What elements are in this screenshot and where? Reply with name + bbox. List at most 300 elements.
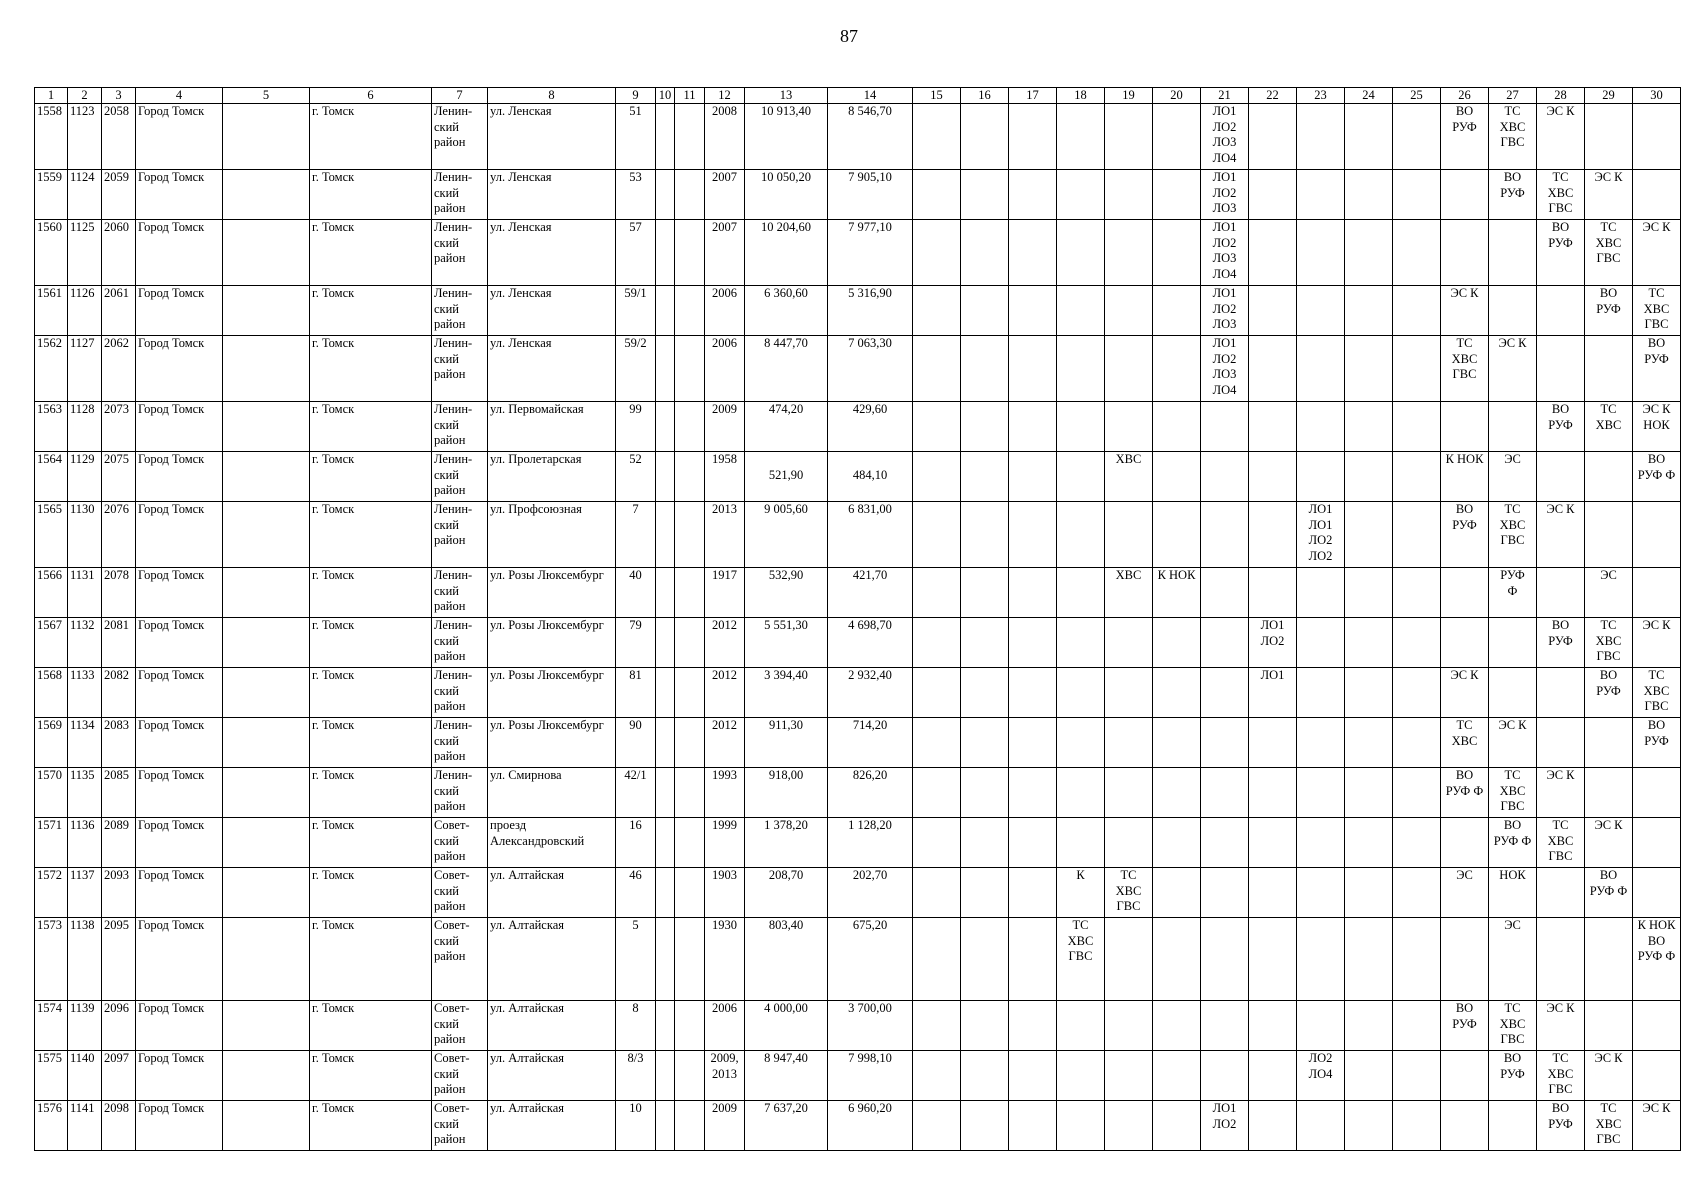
cell-col-27 <box>1489 104 1537 170</box>
cell-line: 8 447,70 <box>764 336 808 350</box>
cell-line: ский <box>434 933 459 948</box>
cell-col-17 <box>1009 286 1057 336</box>
cell-col-13 <box>745 868 828 918</box>
cell-col-27 <box>1489 718 1537 768</box>
cell-line: 1564 <box>37 452 62 466</box>
cell-col-25 <box>1393 220 1441 286</box>
cell-col-17 <box>1009 1051 1057 1101</box>
cell-col-8 <box>488 568 616 618</box>
cell-line: РУФ <box>1452 119 1477 134</box>
cell-col-30 <box>1633 286 1681 336</box>
cell-col-3 <box>102 1101 136 1151</box>
cell-line: ЭС К <box>1594 818 1623 832</box>
cell-line: РУФ Ф <box>1493 833 1532 848</box>
cell-line: 2073 <box>104 402 129 416</box>
cell-line: ХВС <box>1595 633 1622 648</box>
cell-line: 1558 <box>37 104 62 118</box>
cell-line: ХВС <box>1595 417 1622 432</box>
cell-col-26 <box>1441 668 1489 718</box>
cell-col-15 <box>913 220 961 286</box>
cell-line: проезд <box>490 818 527 832</box>
cell-line: г. Томск <box>312 618 355 632</box>
cell-col-18 <box>1057 104 1105 170</box>
cell-col-2 <box>68 718 102 768</box>
cell-line: ТС <box>1120 868 1137 882</box>
cell-col-5 <box>223 220 310 286</box>
cell-col-14 <box>828 668 913 718</box>
cell-line: 1561 <box>37 286 62 300</box>
cell-col-4 <box>136 336 223 402</box>
cell-line: 1573 <box>37 918 62 932</box>
cell-col-27 <box>1489 818 1537 868</box>
cell-col-9 <box>616 618 656 668</box>
cell-col-18 <box>1057 502 1105 568</box>
cell-line: ХВС <box>1643 683 1670 698</box>
cell-col-9 <box>616 768 656 818</box>
cell-col-12 <box>705 104 745 170</box>
cell-line: ул. Алтайская <box>490 918 565 932</box>
cell-line: 1126 <box>70 286 95 300</box>
cell-col-25 <box>1393 668 1441 718</box>
cell-col-24 <box>1345 618 1393 668</box>
cell-col-26 <box>1441 452 1489 502</box>
cell-line: район <box>434 599 466 613</box>
cell-col-30 <box>1633 170 1681 220</box>
cell-col-13 <box>745 170 828 220</box>
cell-col-9 <box>616 502 656 568</box>
cell-col-13 <box>745 768 828 818</box>
cell-line: район <box>434 849 466 863</box>
cell-line: район <box>434 1132 466 1146</box>
cell-col-17 <box>1009 668 1057 718</box>
cell-col-20 <box>1153 818 1201 868</box>
cell-line: ЭС К <box>1642 220 1671 234</box>
cell-col-16 <box>961 818 1009 868</box>
cell-col-2 <box>68 220 102 286</box>
cell-line: район <box>434 699 466 713</box>
cell-col-28 <box>1537 768 1585 818</box>
cell-line: Город Томск <box>138 220 205 234</box>
cell-col-27 <box>1489 1051 1537 1101</box>
cell-col-14 <box>828 868 913 918</box>
cell-col-29 <box>1585 918 1633 1001</box>
cell-col-4 <box>136 402 223 452</box>
cell-line: ГВС <box>1644 317 1669 331</box>
cell-col-30 <box>1633 668 1681 718</box>
cell-col-2 <box>68 668 102 718</box>
cell-col-13 <box>745 1051 828 1101</box>
cell-col-6 <box>310 768 432 818</box>
cell-col-3 <box>102 818 136 868</box>
cell-col-25 <box>1393 618 1441 668</box>
cell-col-24 <box>1345 668 1393 718</box>
cell-line: 532,90 <box>768 568 804 582</box>
table-row <box>35 668 1681 718</box>
cell-col-15 <box>913 868 961 918</box>
cell-col-9 <box>616 104 656 170</box>
column-header-20: 20 <box>1153 88 1201 104</box>
cell-col-15 <box>913 1001 961 1051</box>
cell-col-5 <box>223 452 310 502</box>
cell-line: 1 378,20 <box>764 818 808 832</box>
cell-line: ГВС <box>1116 899 1141 913</box>
cell-col-11 <box>675 220 705 286</box>
cell-col-10 <box>656 668 675 718</box>
cell-col-20 <box>1153 918 1201 1001</box>
cell-line: ХВС <box>1451 733 1478 748</box>
cell-col-20 <box>1153 868 1201 918</box>
cell-col-13 <box>745 718 828 768</box>
table-row <box>35 618 1681 668</box>
cell-col-7 <box>432 286 488 336</box>
cell-col-30 <box>1633 1001 1681 1051</box>
cell-col-9 <box>616 818 656 868</box>
cell-col-8 <box>488 502 616 568</box>
cell-line: ЛО1 <box>1212 336 1237 350</box>
cell-col-19 <box>1105 718 1153 768</box>
cell-col-4 <box>136 618 223 668</box>
cell-line: г. Томск <box>312 220 355 234</box>
cell-col-21 <box>1201 818 1249 868</box>
cell-line: Совет- <box>434 818 470 832</box>
cell-line: ГВС <box>1548 1082 1573 1096</box>
cell-col-10 <box>656 818 675 868</box>
cell-col-21 <box>1201 402 1249 452</box>
cell-col-6 <box>310 618 432 668</box>
cell-line: ЭС <box>1504 452 1521 466</box>
cell-col-6 <box>310 568 432 618</box>
cell-col-25 <box>1393 1001 1441 1051</box>
cell-col-26 <box>1441 104 1489 170</box>
cell-col-3 <box>102 336 136 402</box>
cell-col-14 <box>828 1101 913 1151</box>
cell-col-23 <box>1297 868 1345 918</box>
cell-col-7 <box>432 502 488 568</box>
cell-line: 1569 <box>37 718 62 732</box>
cell-col-13 <box>745 220 828 286</box>
cell-col-17 <box>1009 104 1057 170</box>
cell-line: ВО <box>1551 1101 1570 1115</box>
cell-col-6 <box>310 868 432 918</box>
cell-line: ЛО1 <box>1260 668 1285 682</box>
cell-col-19 <box>1105 818 1153 868</box>
cell-line: 4 698,70 <box>848 618 892 632</box>
cell-col-15 <box>913 286 961 336</box>
cell-col-23 <box>1297 336 1345 402</box>
cell-col-1 <box>35 104 68 170</box>
cell-line: 2078 <box>104 568 129 582</box>
cell-col-20 <box>1153 668 1201 718</box>
cell-col-29 <box>1585 452 1633 502</box>
cell-col-30 <box>1633 918 1681 1001</box>
cell-line: Город Томск <box>138 618 205 632</box>
cell-line: ЭС К <box>1546 502 1575 516</box>
cell-col-29 <box>1585 618 1633 668</box>
cell-col-19 <box>1105 918 1153 1001</box>
table-row <box>35 104 1681 170</box>
cell-line: 2075 <box>104 452 129 466</box>
cell-line: ВО <box>1551 402 1570 416</box>
cell-col-21 <box>1201 1051 1249 1101</box>
cell-line: 10 913,40 <box>761 104 811 118</box>
cell-col-4 <box>136 1051 223 1101</box>
cell-col-24 <box>1345 336 1393 402</box>
cell-col-26 <box>1441 402 1489 452</box>
column-header-7: 7 <box>432 88 488 104</box>
cell-line: 8/3 <box>627 1051 644 1065</box>
cell-line: 7 905,10 <box>848 170 892 184</box>
cell-col-24 <box>1345 104 1393 170</box>
cell-col-3 <box>102 768 136 818</box>
cell-line: район <box>434 251 466 265</box>
cell-line: К НОК <box>1157 568 1196 582</box>
cell-col-20 <box>1153 336 1201 402</box>
cell-line: ХВС <box>1499 1016 1526 1031</box>
cell-line: г. Томск <box>312 918 355 932</box>
cell-line: ХВС <box>1547 1066 1574 1081</box>
cell-col-15 <box>913 918 961 1001</box>
cell-col-12 <box>705 220 745 286</box>
cell-line: ХВС <box>1499 783 1526 798</box>
cell-col-1 <box>35 336 68 402</box>
cell-col-22 <box>1249 1001 1297 1051</box>
cell-col-26 <box>1441 768 1489 818</box>
cell-line: ТС <box>1456 336 1473 350</box>
cell-line: Город Томск <box>138 1101 205 1115</box>
cell-line: 4 000,00 <box>764 1001 808 1015</box>
cell-col-12 <box>705 502 745 568</box>
cell-col-21 <box>1201 618 1249 668</box>
cell-line: ул. Ленская <box>490 286 552 300</box>
cell-col-28 <box>1537 170 1585 220</box>
cell-col-25 <box>1393 918 1441 1001</box>
cell-col-1 <box>35 170 68 220</box>
cell-col-4 <box>136 718 223 768</box>
cell-line: Город Томск <box>138 336 205 350</box>
cell-col-5 <box>223 868 310 918</box>
cell-line: 57 <box>629 220 642 234</box>
cell-line: 2013 <box>712 502 737 516</box>
cell-col-18 <box>1057 618 1105 668</box>
cell-line: г. Томск <box>312 568 355 582</box>
cell-col-28 <box>1537 104 1585 170</box>
cell-line: ЭС К <box>1498 336 1527 350</box>
cell-col-13 <box>745 336 828 402</box>
cell-col-24 <box>1345 502 1393 568</box>
cell-line: 1993 <box>712 768 737 782</box>
cell-col-28 <box>1537 818 1585 868</box>
cell-line: Город Томск <box>138 868 205 882</box>
cell-line: Ленин- <box>434 452 473 466</box>
cell-col-8 <box>488 104 616 170</box>
cell-col-22 <box>1249 452 1297 502</box>
cell-line: 1576 <box>37 1101 62 1115</box>
cell-line: 7 <box>632 502 639 516</box>
cell-col-13 <box>745 286 828 336</box>
cell-col-12 <box>705 918 745 1001</box>
cell-col-26 <box>1441 918 1489 1001</box>
cell-col-20 <box>1153 452 1201 502</box>
cell-col-10 <box>656 1101 675 1151</box>
cell-line: ЭС К <box>1642 1101 1671 1115</box>
column-header-21: 21 <box>1201 88 1249 104</box>
cell-col-25 <box>1393 104 1441 170</box>
cell-col-19 <box>1105 170 1153 220</box>
cell-line: 1568 <box>37 668 62 682</box>
cell-line: Ленин- <box>434 668 473 682</box>
cell-line: ЛО1 <box>1260 618 1285 632</box>
cell-col-21 <box>1201 452 1249 502</box>
cell-line: г. Томск <box>312 452 355 466</box>
cell-col-3 <box>102 170 136 220</box>
cell-line: ский <box>434 783 459 798</box>
cell-col-10 <box>656 104 675 170</box>
cell-line: ЛО2 <box>1308 548 1333 563</box>
cell-line: 2059 <box>104 170 129 184</box>
cell-col-30 <box>1633 452 1681 502</box>
cell-line: Александровский <box>490 833 585 848</box>
cell-line: ТС <box>1600 618 1617 632</box>
cell-col-26 <box>1441 286 1489 336</box>
cell-line: район <box>434 1082 466 1096</box>
cell-col-25 <box>1393 818 1441 868</box>
cell-col-10 <box>656 220 675 286</box>
cell-line: г. Томск <box>312 170 355 184</box>
cell-col-11 <box>675 868 705 918</box>
cell-line: ЛО2 <box>1212 235 1237 250</box>
cell-line: ул. Ленская <box>490 336 552 350</box>
cell-line: ул. Профсоюзная <box>490 502 582 516</box>
cell-col-19 <box>1105 568 1153 618</box>
cell-line: район <box>434 899 466 913</box>
cell-col-1 <box>35 618 68 668</box>
cell-line: ул. Розы Люксембург <box>490 568 604 582</box>
cell-line: г. Томск <box>312 286 355 300</box>
cell-line: 2085 <box>104 768 129 782</box>
cell-line: Совет- <box>434 1051 470 1065</box>
cell-line: ЛО4 <box>1212 150 1237 165</box>
cell-col-21 <box>1201 868 1249 918</box>
cell-col-15 <box>913 818 961 868</box>
cell-col-21 <box>1201 568 1249 618</box>
cell-col-7 <box>432 868 488 918</box>
cell-col-23 <box>1297 918 1345 1001</box>
table-row <box>35 568 1681 618</box>
cell-line: РУФ Ф <box>1637 467 1676 482</box>
cell-line: 6 831,00 <box>848 502 892 516</box>
cell-line: ЛО1 <box>1212 1101 1237 1115</box>
cell-line: 2006 <box>712 336 737 350</box>
cell-line: ВО <box>1647 336 1666 350</box>
cell-line: Город Томск <box>138 170 205 184</box>
cell-line: ский <box>434 833 459 848</box>
cell-col-3 <box>102 568 136 618</box>
cell-col-27 <box>1489 1101 1537 1151</box>
cell-col-16 <box>961 402 1009 452</box>
cell-line <box>747 452 825 468</box>
cell-line: ЭС К <box>1546 1001 1575 1015</box>
cell-line: ЭС К <box>1594 170 1623 184</box>
cell-line: РУФ <box>1596 301 1621 316</box>
cell-line: 484,10 <box>852 467 888 482</box>
cell-col-14 <box>828 818 913 868</box>
cell-line: 2009 <box>712 402 737 416</box>
cell-line: ул. Розы Люксембург <box>490 668 604 682</box>
cell-col-19 <box>1105 452 1153 502</box>
cell-line: 5 551,30 <box>764 618 808 632</box>
cell-line: ГВС <box>1500 135 1525 149</box>
cell-col-11 <box>675 568 705 618</box>
cell-col-5 <box>223 618 310 668</box>
column-header-5: 5 <box>223 88 310 104</box>
cell-line: РУФ <box>1548 417 1573 432</box>
cell-col-26 <box>1441 220 1489 286</box>
cell-col-24 <box>1345 818 1393 868</box>
cell-col-5 <box>223 1101 310 1151</box>
cell-col-25 <box>1393 286 1441 336</box>
cell-col-12 <box>705 1001 745 1051</box>
cell-col-28 <box>1537 402 1585 452</box>
cell-line: ул. Первомайская <box>490 402 584 416</box>
cell-col-6 <box>310 104 432 170</box>
cell-col-18 <box>1057 1001 1105 1051</box>
cell-col-14 <box>828 170 913 220</box>
cell-col-9 <box>616 918 656 1001</box>
cell-col-30 <box>1633 402 1681 452</box>
cell-col-12 <box>705 286 745 336</box>
cell-col-11 <box>675 668 705 718</box>
cell-line: РУФ <box>1500 568 1525 582</box>
cell-line: ГВС <box>1596 1132 1621 1146</box>
cell-line: 81 <box>629 668 642 682</box>
cell-col-8 <box>488 718 616 768</box>
cell-line: ГВС <box>1500 533 1525 547</box>
cell-col-19 <box>1105 104 1153 170</box>
cell-line: ХВС <box>1547 833 1574 848</box>
cell-col-18 <box>1057 1051 1105 1101</box>
cell-line: ЛО1 <box>1212 104 1237 118</box>
cell-line: ул. Алтайская <box>490 1051 565 1065</box>
cell-col-19 <box>1105 1101 1153 1151</box>
cell-col-27 <box>1489 220 1537 286</box>
cell-line: ГВС <box>1548 201 1573 215</box>
cell-line: 1567 <box>37 618 62 632</box>
cell-col-9 <box>616 170 656 220</box>
cell-col-3 <box>102 286 136 336</box>
cell-col-20 <box>1153 718 1201 768</box>
cell-line: ЭС К <box>1498 718 1527 732</box>
cell-col-3 <box>102 668 136 718</box>
cell-col-7 <box>432 668 488 718</box>
cell-col-7 <box>432 768 488 818</box>
cell-col-6 <box>310 452 432 502</box>
cell-line: 202,70 <box>852 868 888 882</box>
cell-line: ский <box>434 683 459 698</box>
cell-col-17 <box>1009 868 1057 918</box>
cell-col-9 <box>616 1001 656 1051</box>
cell-line: район <box>434 317 466 331</box>
cell-col-18 <box>1057 1101 1105 1151</box>
cell-col-18 <box>1057 170 1105 220</box>
cell-col-5 <box>223 768 310 818</box>
cell-col-9 <box>616 452 656 502</box>
cell-line: 1559 <box>37 170 62 184</box>
cell-line: 1136 <box>70 818 95 832</box>
table-row <box>35 818 1681 868</box>
cell-line: ВО <box>1599 668 1618 682</box>
column-header-15: 15 <box>913 88 961 104</box>
cell-line: ЭС <box>1600 568 1617 582</box>
